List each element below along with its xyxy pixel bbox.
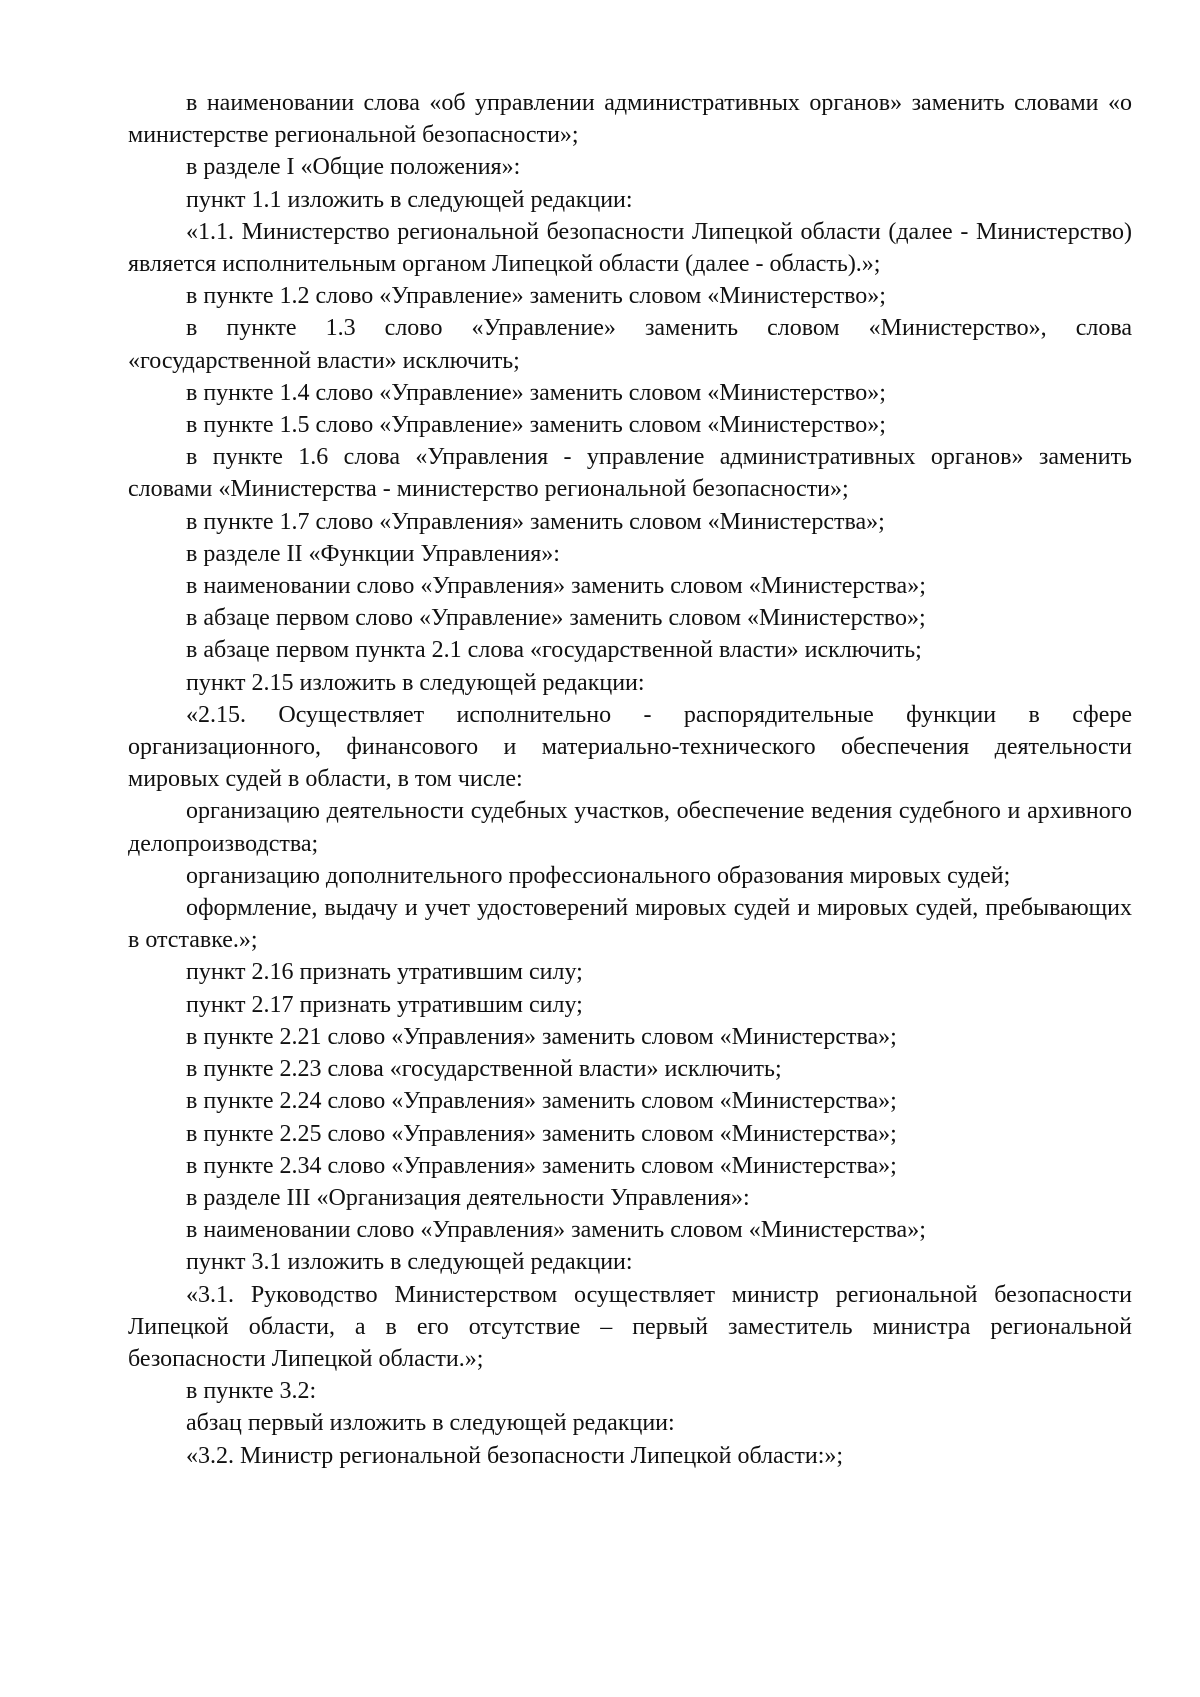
paragraph: в наименовании слово «Управления» заменить словом «Министерства»; (186, 1217, 926, 1244)
paragraph: в пункте 2.23 слова «государственной власти» исключить; (186, 1056, 782, 1083)
paragraph: в абзаце первом слово «Управление» заменить словом «Министерство»; (186, 605, 926, 632)
paragraph: в пункте 2.24 слово «Управления» заменить словом «Министерства»; (186, 1088, 897, 1115)
paragraph: в пункте 1.3 слово «Управление» заменить словом «Министерство», слова «государственной власти» исключить; (128, 315, 1132, 374)
paragraph: в пункте 2.21 слово «Управления» заменить словом «Министерства»; (186, 1023, 897, 1050)
paragraph: в абзаце первом пункта 2.1 слова «государственной власти» исключить; (186, 637, 922, 664)
paragraph: в наименовании слова «об управлении административных органов» заменить словами «о министерстве региональной безопасности»; (128, 90, 1132, 149)
paragraph: в разделе III «Организация деятельности Управления»: (186, 1184, 750, 1211)
paragraph: в пункте 1.5 слово «Управление» заменить словом «Министерство»; (186, 412, 886, 439)
paragraph: в пункте 1.6 слова «Управления - управление административных органов» заменить словами «Министерства - министерство региональной безопасности»; (128, 444, 1132, 503)
paragraph: «3.2. Министр региональной безопасности Липецкой области:»; (186, 1442, 844, 1469)
paragraph: пункт 2.17 признать утратившим силу; (186, 991, 583, 1018)
paragraph: пункт 2.16 признать утратившим силу; (186, 959, 583, 986)
paragraph: пункт 1.1 изложить в следующей редакции: (186, 186, 633, 213)
paragraph: абзац первый изложить в следующей редакции: (186, 1410, 675, 1437)
paragraph: в пункте 2.34 слово «Управления» заменить словом «Министерства»; (186, 1152, 897, 1179)
paragraph: в разделе I «Общие положения»: (186, 154, 521, 181)
document-body (128, 87, 1132, 1472)
paragraph: в пункте 3.2: (186, 1378, 317, 1405)
paragraph: в пункте 1.7 слово «Управления» заменить словом «Министерства»; (186, 508, 885, 535)
paragraph: в пункте 1.2 слово «Управление» заменить словом «Министерство»; (186, 283, 886, 310)
paragraph: в пункте 2.25 слово «Управления» заменить словом «Министерства»; (186, 1120, 897, 1147)
paragraph: в разделе II «Функции Управления»: (186, 540, 560, 567)
paragraph: «3.1. Руководство Министерством осуществляет министр региональной безопасности Липецкой области, а в его отсутствие – первый заместитель министра региональной безопасности Липецкой области.»; (128, 1281, 1132, 1372)
paragraph: «1.1. Министерство региональной безопасности Липецкой области (далее - Министерство) является исполнительным органом Липецкой области (далее - область).»; (128, 218, 1132, 278)
paragraph: организацию деятельности судебных участков, обеспечение ведения судебного и архивного делопроизводства; (128, 798, 1132, 857)
paragraph: пункт 3.1 изложить в следующей редакции: (186, 1249, 633, 1276)
paragraph: в наименовании слово «Управления» заменить словом «Министерства»; (186, 573, 926, 600)
paragraph: в пункте 1.4 слово «Управление» заменить словом «Министерство»; (186, 379, 886, 406)
paragraph: оформление, выдачу и учет удостоверений мировых судей и мировых судей, пребывающих в отставке.»; (128, 895, 1132, 954)
paragraph: организацию дополнительного профессионального образования мировых судей; (186, 862, 1011, 889)
paragraph: «2.15. Осуществляет исполнительно - распорядительные функции в сфере организационного, финансового и материально-технического обеспечения деятельности мировых судей в области, в том числе: (128, 701, 1132, 793)
paragraph: пункт 2.15 изложить в следующей редакции: (186, 669, 645, 696)
